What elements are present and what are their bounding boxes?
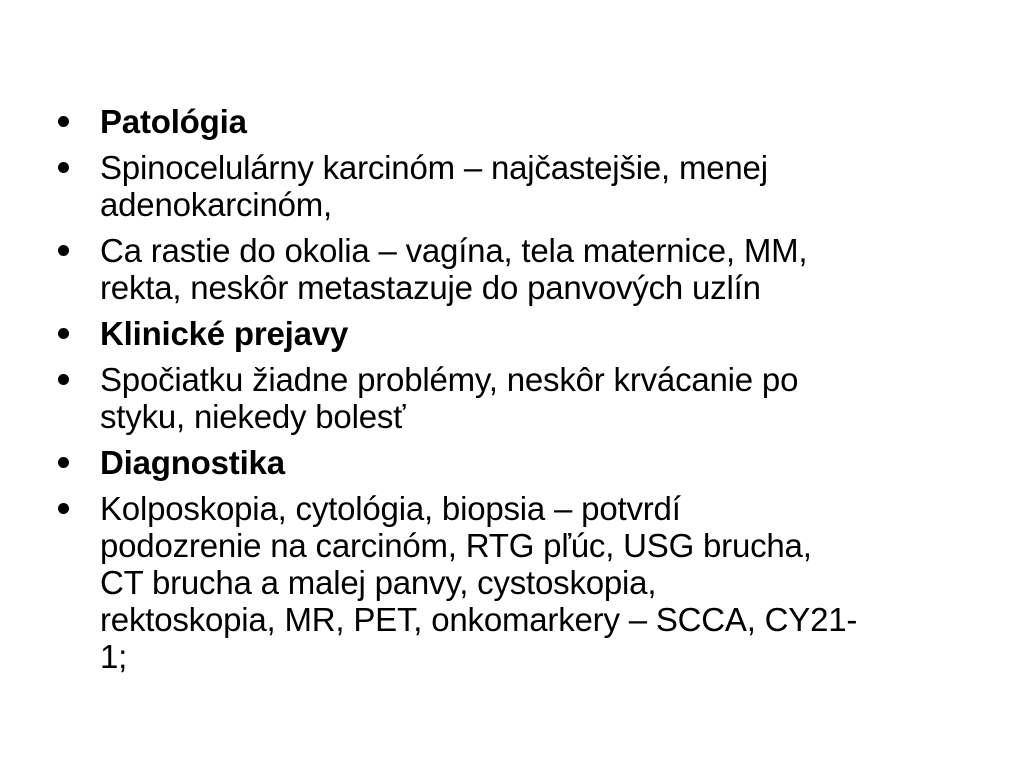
bullet-item-spinocelularny bbox=[58, 149, 968, 223]
bullet-item-ca-rastie bbox=[58, 232, 968, 306]
bullet-dot-icon bbox=[58, 503, 69, 514]
bullet-text: Klinické prejavy bbox=[100, 315, 349, 352]
bullet-dot-icon bbox=[58, 162, 69, 173]
bullet-list bbox=[58, 103, 968, 684]
bullet-item-diagnostika bbox=[58, 444, 968, 481]
bullet-item-spociatku bbox=[58, 361, 968, 435]
bullet-dot-icon bbox=[58, 374, 69, 385]
bullet-dot-icon bbox=[58, 245, 69, 256]
bullet-item-kolposkopia bbox=[58, 490, 968, 675]
bullet-text: Kolposkopia, cytológia, biopsia – potvrdí podozrenie na carcinóm, RTG pľúc, USG brucha, CT brucha a malej panvy, cystoskopia, rektoskopia, MR, PET, onkomarkery – SCCA, CY21- 1; bbox=[100, 490, 858, 675]
bullet-text: Ca rastie do okolia – vagína, tela maternice, MM, rekta, neskôr metastazuje do panvových uzlín bbox=[100, 232, 808, 306]
bullet-item-klinicke-prejavy bbox=[58, 315, 968, 352]
bullet-dot-icon bbox=[58, 328, 69, 339]
bullet-text: Patológia bbox=[100, 103, 247, 140]
bullet-text: Spinocelulárny karcinóm – najčastejšie, menej adenokarcinóm, bbox=[100, 149, 768, 223]
bullet-dot-icon bbox=[58, 457, 69, 468]
bullet-text: Diagnostika bbox=[100, 444, 285, 481]
bullet-dot-icon bbox=[58, 116, 69, 127]
bullet-item-patologia bbox=[58, 103, 968, 140]
bullet-text: Spočiatku žiadne problémy, neskôr krvácanie po styku, niekedy bolesť bbox=[100, 361, 799, 435]
